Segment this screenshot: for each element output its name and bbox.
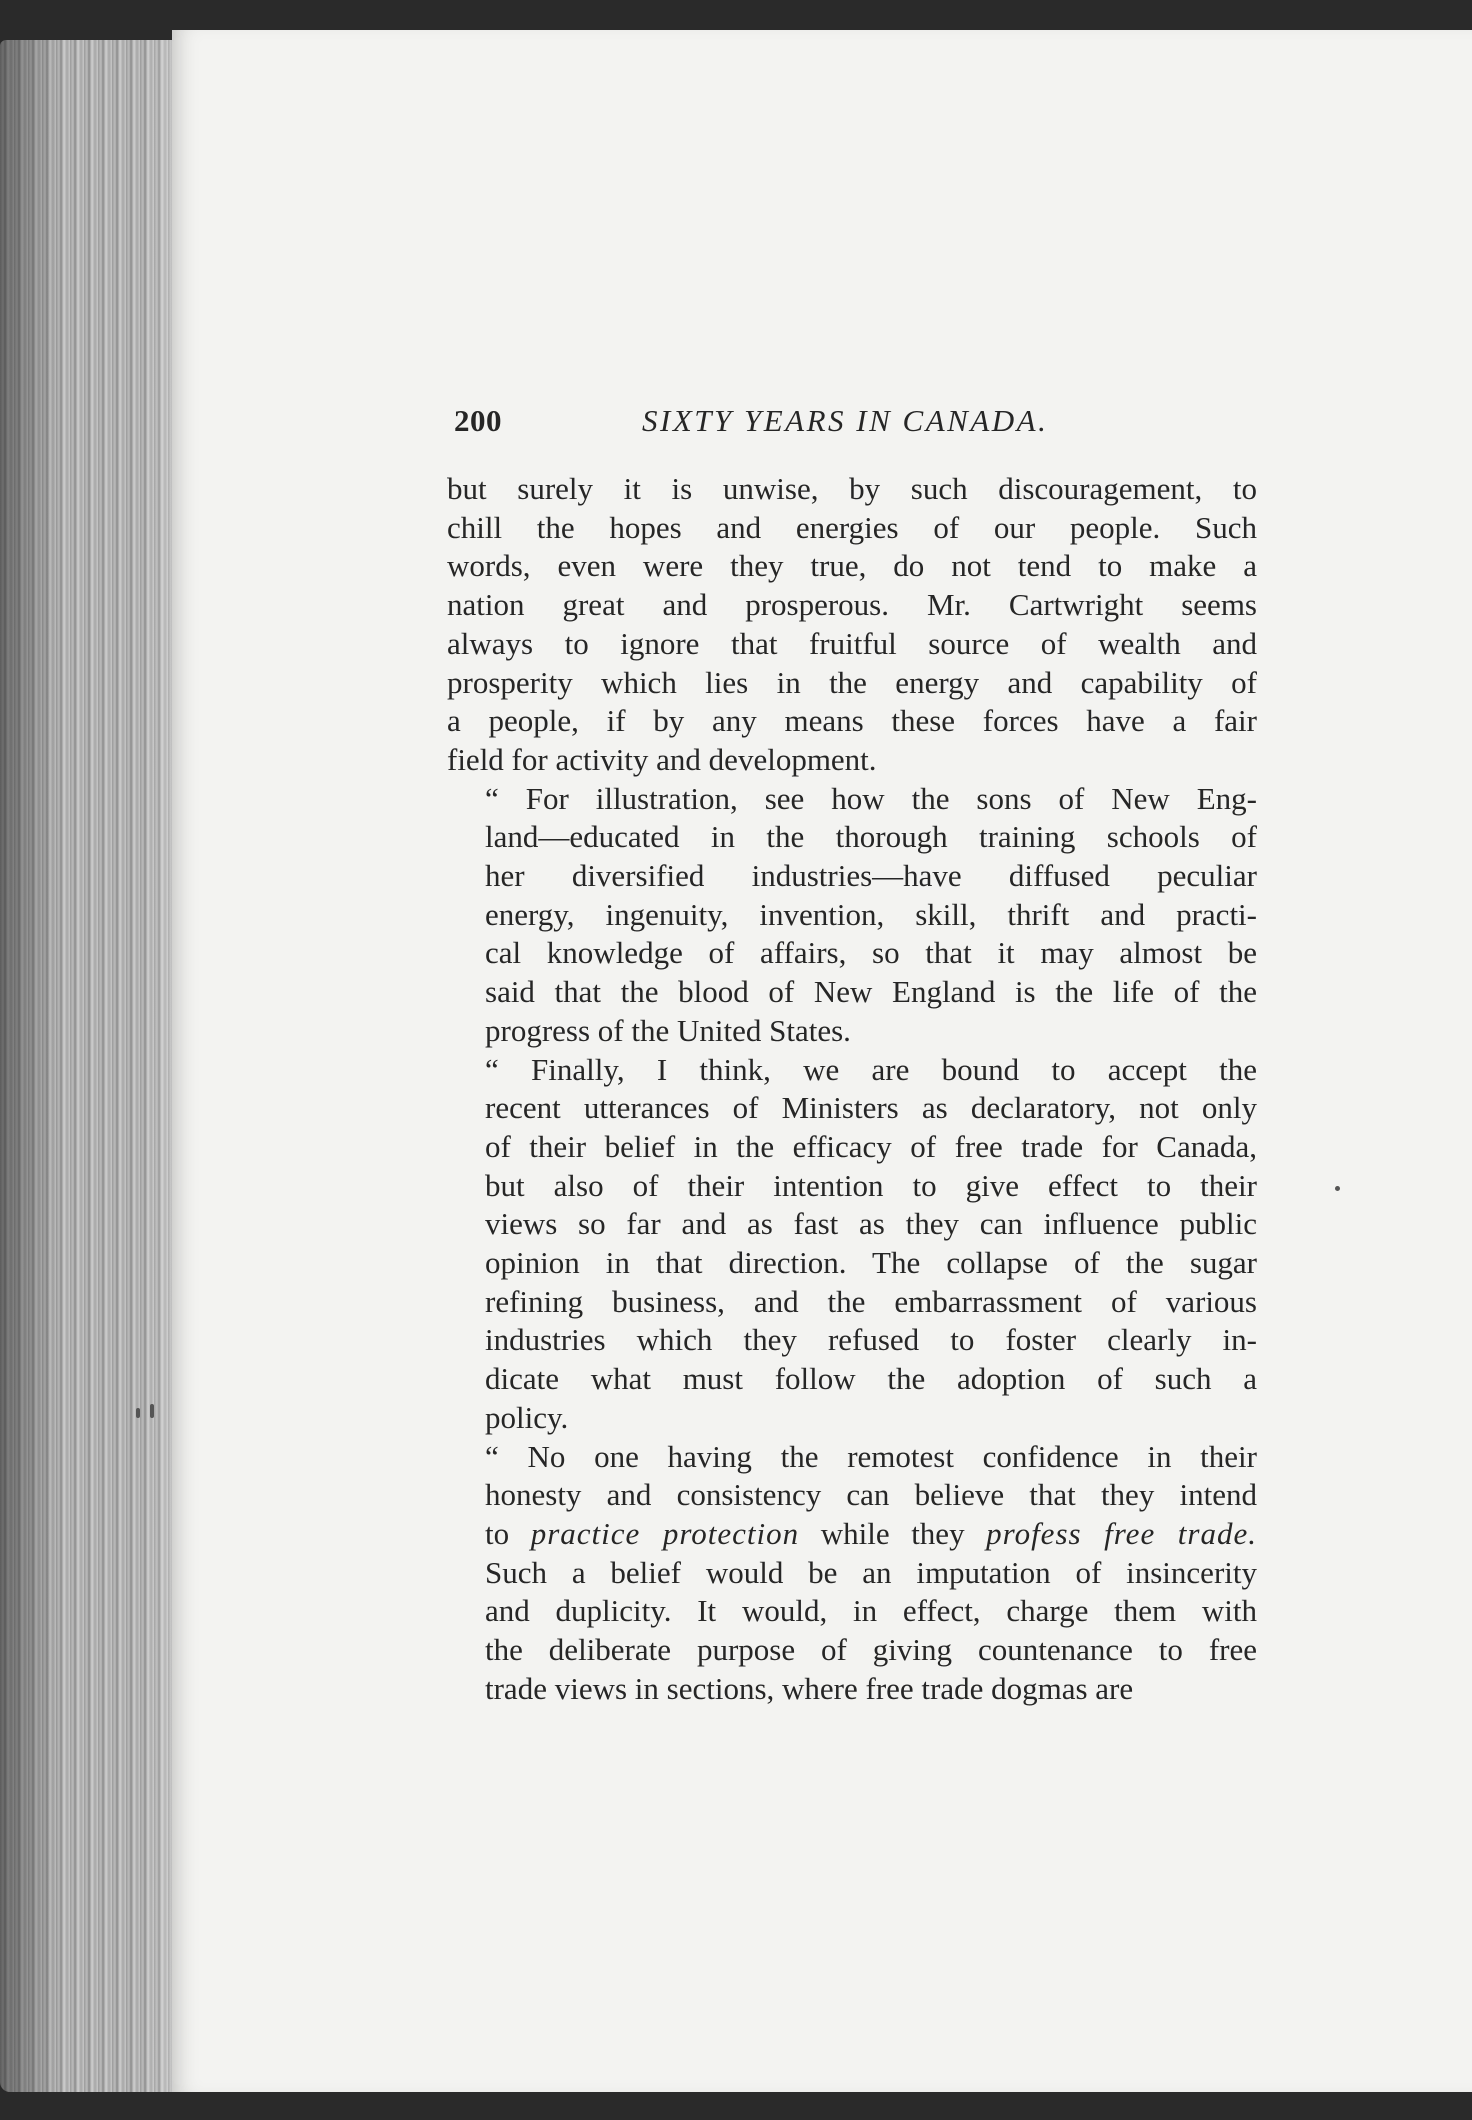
text-line: refining business, and the embarrassment of various [485,1283,1257,1319]
text-line: her diversified industries—have diffused peculiar [485,858,1257,894]
text-line: chill the hopes and energies of our people. Such [447,509,1257,545]
print-speck [1335,1186,1340,1191]
text-line: opinion in that direction. The collapse of the sugar [485,1245,1257,1281]
text-line: views so far and as fast as they can influence public [485,1206,1257,1242]
text-line: words, even were they true, do not tend to make a [447,548,1257,584]
body-text [447,470,1257,1709]
text-line: a people, if by any means these forces have a fair [447,703,1257,739]
paragraph [447,780,1257,1051]
paragraph [447,1438,1257,1709]
print-speck [150,1404,154,1418]
text-line: and duplicity. It would, in effect, charge them with [485,1593,1257,1629]
text-line: nation great and prosperous. Mr. Cartwright seems [447,587,1257,623]
book-page-edges [0,40,178,2092]
running-title: SIXTY YEARS IN CANADA. [642,403,1049,438]
text-line: “ No one having the remotest confidence in their [485,1438,1257,1474]
text-line: honesty and consistency can believe that they intend [485,1477,1257,1513]
print-speck [136,1408,140,1418]
text-line: industries which they refused to foster clearly in- [485,1322,1257,1358]
paragraph [447,1051,1257,1438]
text-line: energy, ingenuity, invention, skill, thrift and practi- [485,896,1257,932]
page-text-block [447,396,1257,1709]
text-line: said that the blood of New England is the life of the [485,974,1257,1010]
italic-phrase: practice protection [530,1515,800,1551]
italic-phrase: profess free trade. [986,1515,1257,1551]
text-line: cal knowledge of affairs, so that it may almost be [485,935,1257,971]
text-line: “ Finally, I think, we are bound to accept the [485,1051,1257,1087]
text-line: policy. [485,1399,569,1435]
running-head [447,396,1257,446]
text-line: land—educated in the thorough training schools of [485,819,1257,855]
text-line: to practice protection while they profess free trade. [485,1515,1257,1551]
text-line: prosperity which lies in the energy and capability of [447,664,1257,700]
text-line: “ For illustration, see how the sons of New Eng- [485,780,1257,816]
page-number: 200 [454,403,502,438]
text-line: Such a belief would be an imputation of insincerity [485,1554,1257,1590]
text-line: the deliberate purpose of giving countenance to free [485,1632,1257,1668]
text-line: trade views in sections, where free trade dogmas are [485,1670,1134,1706]
text-line: always to ignore that fruitful source of wealth and [447,625,1257,661]
text-line: recent utterances of Ministers as declaratory, not only [485,1090,1257,1126]
text-line: of their belief in the efficacy of free trade for Canada, [485,1128,1257,1164]
paragraph [447,470,1257,780]
text-line: dicate what must follow the adoption of such a [485,1361,1257,1397]
text-line: field for activity and development. [447,741,877,777]
text-line: but also of their intention to give effect to their [485,1167,1257,1203]
text-line: but surely it is unwise, by such discouragement, to [447,471,1257,506]
text-line: progress of the United States. [485,1012,851,1048]
